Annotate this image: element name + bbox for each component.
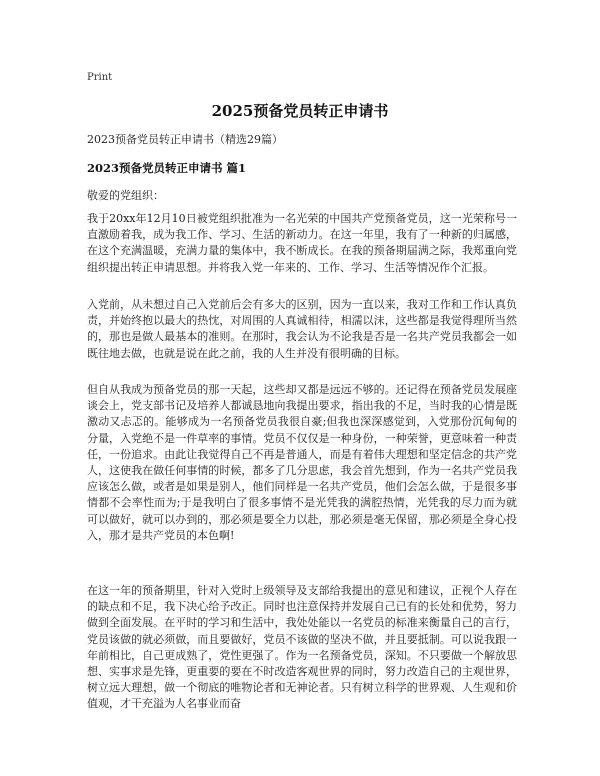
body-paragraph: 入党前，从未想过自己入党前后会有多大的区别，因为一直以来，我对工作和工作认真负责，并始终抱以最大的热忱，对周围的人真诚相待，相濡以沫，这些都是我觉得理所当然的，那也是做人最基本的准则。在那时，我会认为不论我是否是一名共产党员我都会一如既往地去做，也就是说在此之前，我的人生并没有很明确的目标。 <box>87 298 517 360</box>
print-label[interactable]: Print <box>87 72 113 83</box>
body-paragraph: 我于20xx年12月10日被党组织批准为一名光荣的中国共产党预备党员，这一光荣称号一直激励着我，成为我工作、学习、生活的新动力。在这一年里，我有了一种新的归属感，在这个充满温暖，充满力量的集体中，我不断成长。在我的预备期届满之际，我郑重向党组织提出转正申请思想。并将我入党一年来的、工作、学习、生活等情况作个汇报。 <box>87 212 517 274</box>
document-subtitle: 2023预备党员转正申请书（精选29篇） <box>87 133 283 146</box>
section-heading: 2023预备党员转正申请书 篇1 <box>87 161 247 175</box>
document-title: 2025预备党员转正申请书 <box>211 102 389 120</box>
body-paragraph: 但自从我成为预备党员的那一天起，这些却又都是远远不够的。还记得在预备党员发展座谈会上，党支部书记及培养人都诚恳地向我提出要求，指出我的不足，当时我的心情是既激动又忐忑的。能够成为一名预备党员我很自豪;但我也深深感觉到，入党那份沉甸甸的分量，入党绝不是一件草率的事情。党员不仅仅是一种身份，一种荣誉，更意味着一种责任，一份追求。由此让我觉得自己不再是普通人，而是有着伟大理想和坚定信念的共产党人，这使我在做任何事情的时候，都多了几分思虑，我会首先想到，作为一名共产党员我应该怎么做，或者是如果是别人，他们同样是一名共产党员，他们会怎么做，于是很多事情都不会率性而为;于是我明白了很多事情不是光凭我的满腔热情，光凭我的尽力而为就可以做好，就可以办到的，那必须是要全力以赴，那必须是毫无保留，那必须是全身心投入，那才是共产党员的本色啊! <box>87 383 517 542</box>
salutation: 敬爱的党组织： <box>87 189 164 202</box>
body-paragraph: 在这一年的预备期里，针对入党时上级领导及支部给我提出的意见和建议，正视个人存在的缺点和不足，我下决心给予改正。同时也注意保持并发展自己已有的长处和优势，努力做到全面发展。在平时的学习和生活中，我处处能以一名党员的标准来衡量自己的言行，党员该做的就必须做，而且要做好，党员不该做的坚决不做，并且要抵制。可以说我跟一年前相比，自己更成熟了，党性更强了。作为一名预备党员，深知。不只要做一个解放思想、实事求是先锋，更重要的要在不时改造客观世界的同时，努力改造自己的主观世界，树立远大理想，做一个彻底的唯物论者和无神论者。只有树立科学的世界观、人生观和价值观，才干充溢为人名事业而奋 <box>87 584 517 711</box>
